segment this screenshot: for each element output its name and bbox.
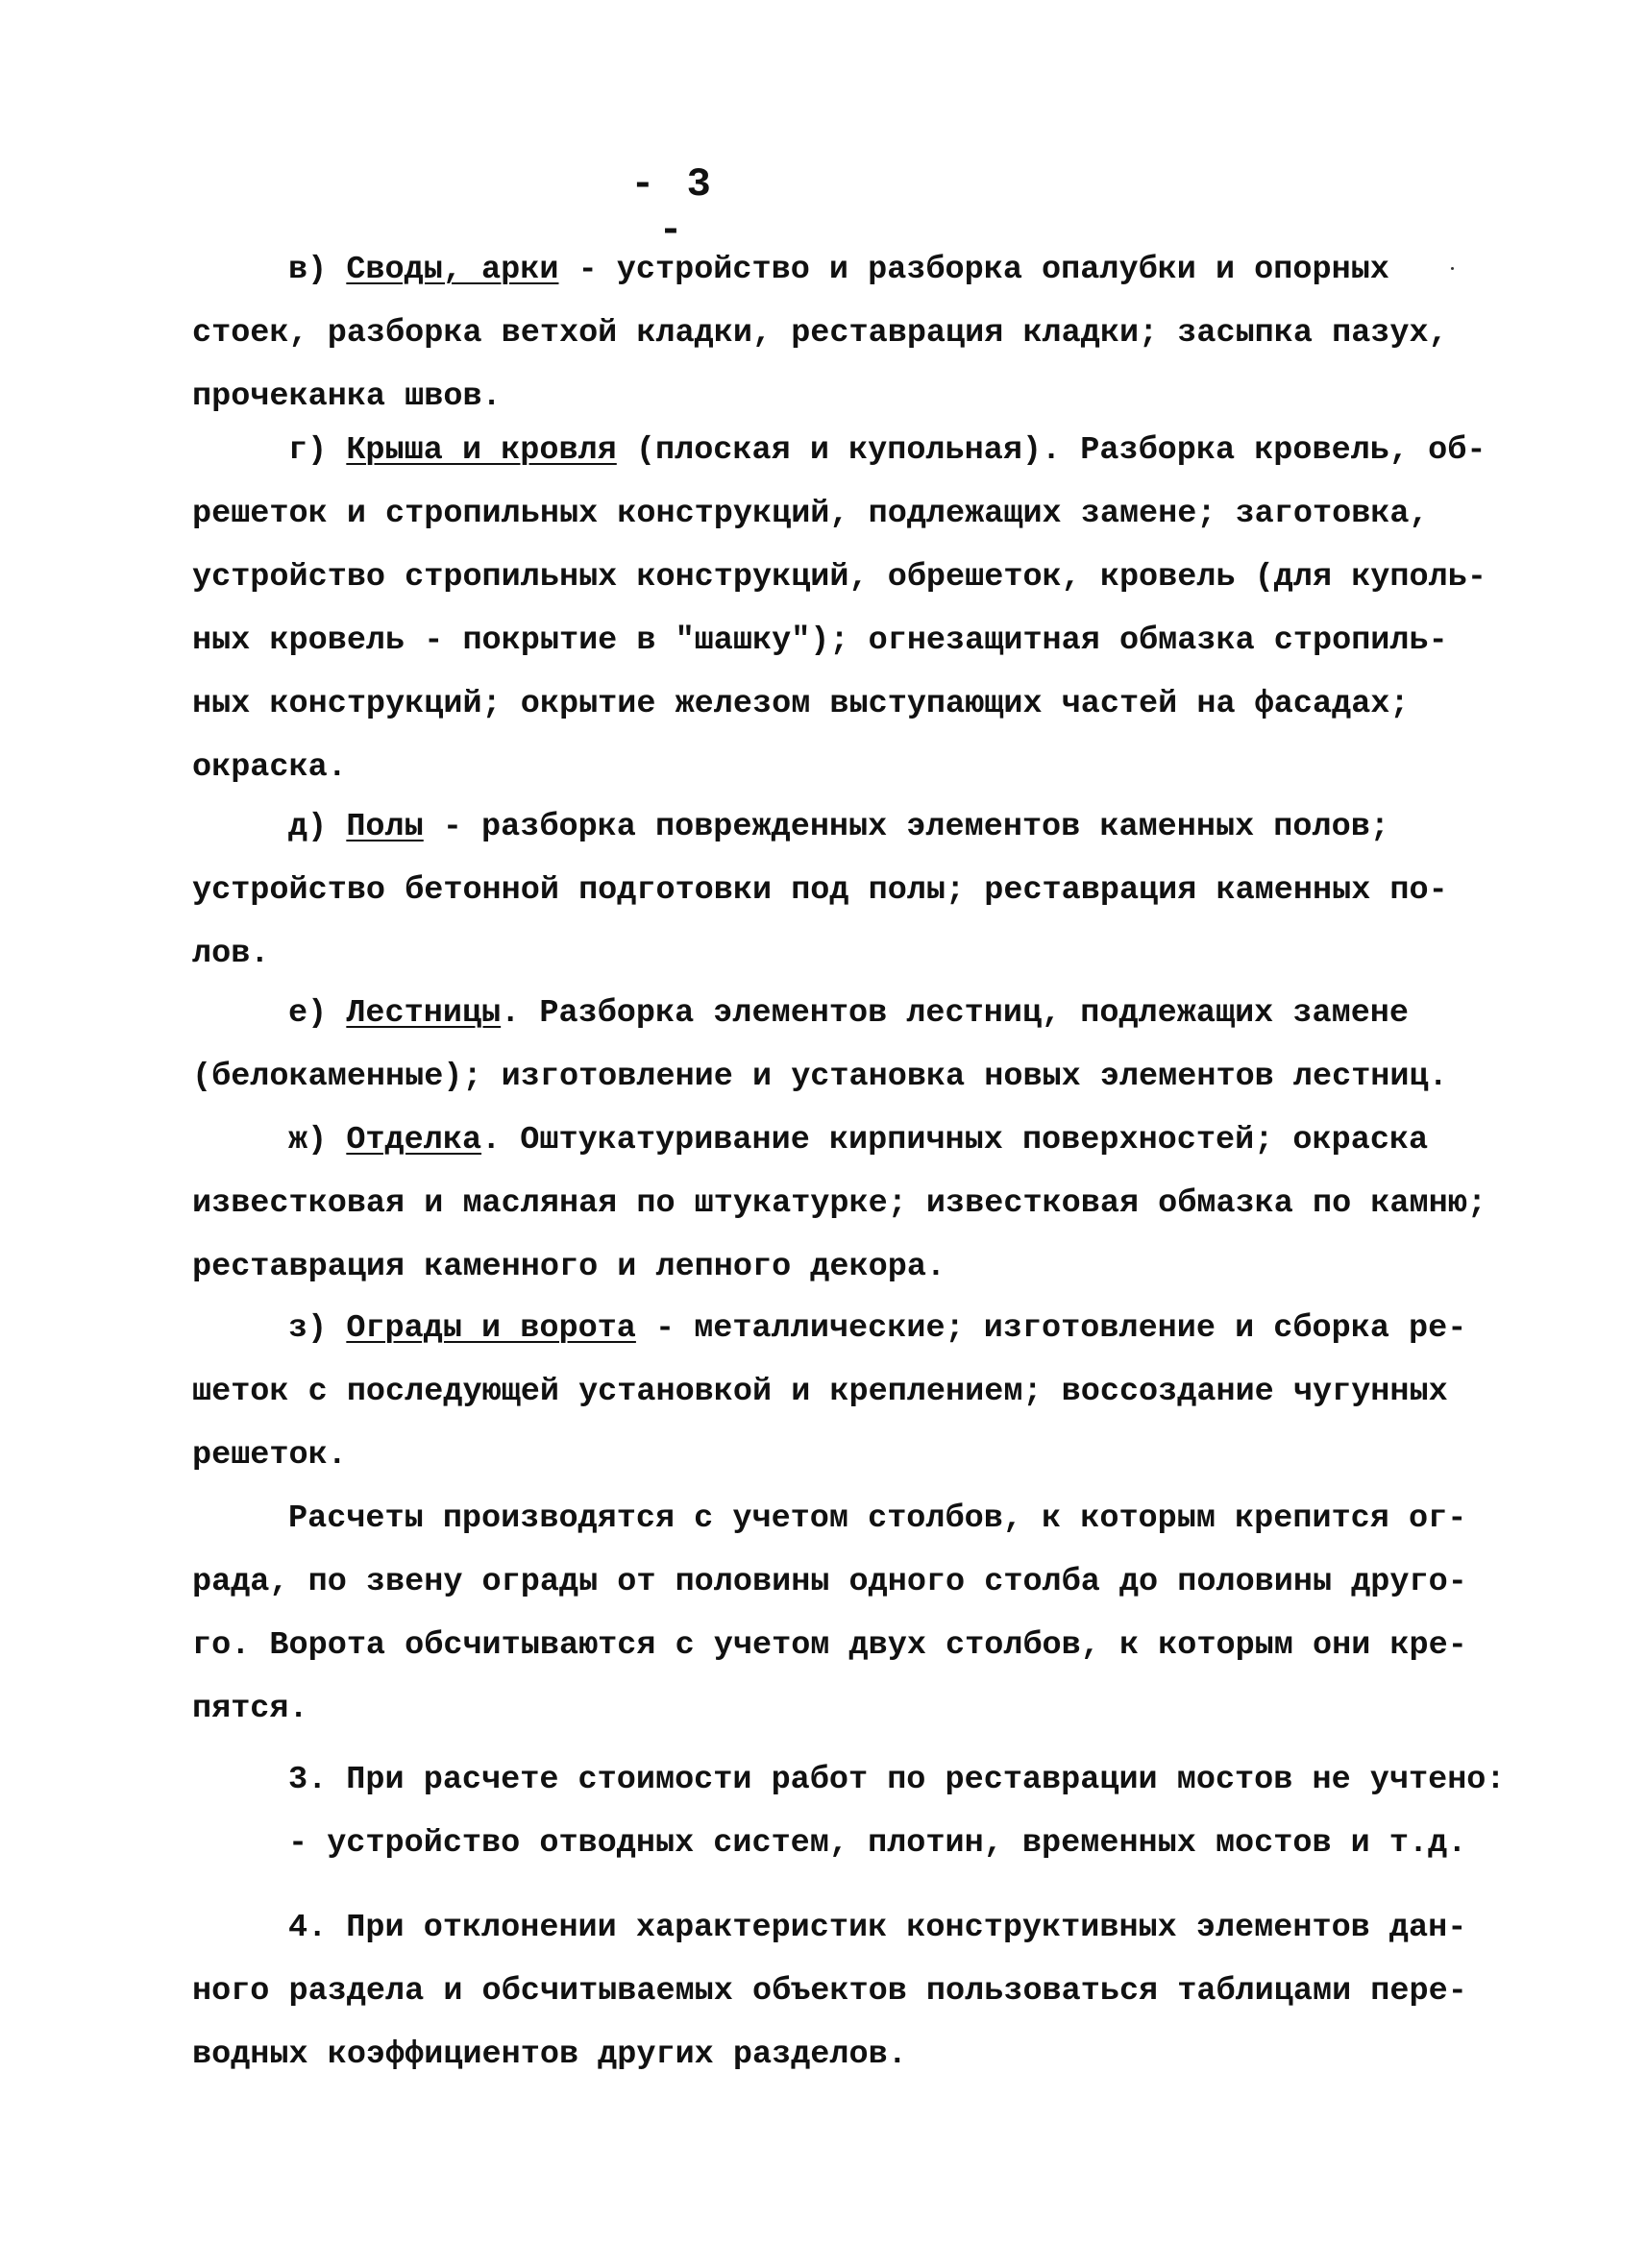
section-title: Отделка bbox=[346, 1122, 482, 1158]
text-line: решеток. bbox=[192, 1437, 347, 1474]
section-title: Крыша и кровля bbox=[346, 432, 617, 469]
text-line: окраска. bbox=[192, 749, 347, 786]
text-line: 3. При расчете стоимости работ по реставрации мостов не учтено: bbox=[288, 1762, 1506, 1798]
section-marker: д) bbox=[288, 809, 328, 845]
section-floors bbox=[192, 795, 1499, 986]
section-title: Ограды и ворота bbox=[346, 1310, 636, 1347]
section-text: - устройство и разборка опалубки и опорных bbox=[558, 252, 1389, 288]
page-number: - 3 - bbox=[630, 161, 715, 254]
section-text: . Оштукатуривание кирпичных поверхностей; окраска bbox=[481, 1122, 1429, 1158]
section-stairs-line-1 bbox=[192, 982, 1499, 1045]
text-line: Расчеты производятся с учетом столбов, к которым крепится ог- bbox=[288, 1500, 1467, 1537]
section-fences-line-1 bbox=[192, 1297, 1499, 1360]
text-line: лов. bbox=[192, 936, 270, 972]
text-line: пятся. bbox=[192, 1691, 308, 1727]
item-4 bbox=[192, 1896, 1499, 2086]
section-text: - разборка поврежденных элементов каменных полов; bbox=[423, 809, 1389, 845]
text-line: водных коэффициентов других разделов. bbox=[192, 2036, 907, 2073]
section-marker: ж) bbox=[288, 1122, 328, 1158]
section-floors-line-1 bbox=[192, 795, 1499, 859]
text-line: ных конструкций; окрытие железом выступающих частей на фасадах; bbox=[192, 686, 1410, 722]
text-line: устройство бетонной подготовки под полы; реставрация каменных по- bbox=[192, 872, 1448, 909]
section-title: Полы bbox=[346, 809, 424, 845]
text-line: 4. При отклонении характеристик конструктивных элементов дан- bbox=[288, 1910, 1467, 1946]
section-title: Своды, арки bbox=[346, 252, 559, 288]
section-vaults-line-1 bbox=[192, 238, 1499, 302]
section-text: - металлические; изготовление и сборка ре- bbox=[635, 1310, 1467, 1347]
text-line: устройство стропильных конструкций, обрешеток, кровель (для куполь- bbox=[192, 559, 1486, 596]
section-vaults bbox=[192, 238, 1499, 428]
text-line: прочеканка швов. bbox=[192, 378, 502, 415]
text-line: решеток и стропильных конструкций, подлежащих замене; заготовка, bbox=[192, 496, 1429, 532]
section-marker: г) bbox=[288, 432, 328, 469]
text-line: - устройство отводных систем, плотин, временных мостов и т.д. bbox=[288, 1825, 1467, 1862]
text-line: известковая и масляная по штукатурке; известковая обмазка по камню; bbox=[192, 1185, 1486, 1222]
item-3 bbox=[192, 1748, 1506, 1875]
text-line: (белокаменные); изготовление и установка новых элементов лестниц. bbox=[192, 1059, 1448, 1095]
text-line: шеток с последующей установкой и креплением; воссоздание чугунных bbox=[192, 1374, 1448, 1410]
section-marker: в) bbox=[288, 252, 328, 288]
text-line: рада, по звену ограды от половины одного столба до половины друго- bbox=[192, 1564, 1467, 1600]
section-fences bbox=[192, 1297, 1499, 1487]
section-marker: з) bbox=[288, 1310, 328, 1347]
section-text: . Разборка элементов лестниц, подлежащих замене bbox=[501, 995, 1410, 1032]
text-line: реставрация каменного и лепного декора. bbox=[192, 1249, 946, 1285]
section-finishing bbox=[192, 1109, 1499, 1299]
text-line: ного раздела и обсчитываемых объектов пользоваться таблицами пере- bbox=[192, 1973, 1467, 2010]
section-roof bbox=[192, 419, 1499, 799]
text-line: го. Ворота обсчитываются с учетом двух столбов, к которым они кре- bbox=[192, 1627, 1467, 1664]
section-title: Лестницы bbox=[346, 995, 502, 1032]
section-finishing-line-1 bbox=[192, 1109, 1499, 1172]
section-stairs bbox=[192, 982, 1499, 1109]
section-text: (плоская и купольная). Разборка кровель, об- bbox=[616, 432, 1486, 469]
section-marker: е) bbox=[288, 995, 328, 1032]
section-roof-line-1 bbox=[192, 419, 1499, 482]
text-line: ных кровель - покрытие в "шашку"); огнезащитная обмазка стропиль- bbox=[192, 622, 1448, 659]
calc-paragraph bbox=[192, 1487, 1499, 1741]
text-line: стоек, разборка ветхой кладки, реставрация кладки; засыпка пазух, bbox=[192, 315, 1448, 352]
